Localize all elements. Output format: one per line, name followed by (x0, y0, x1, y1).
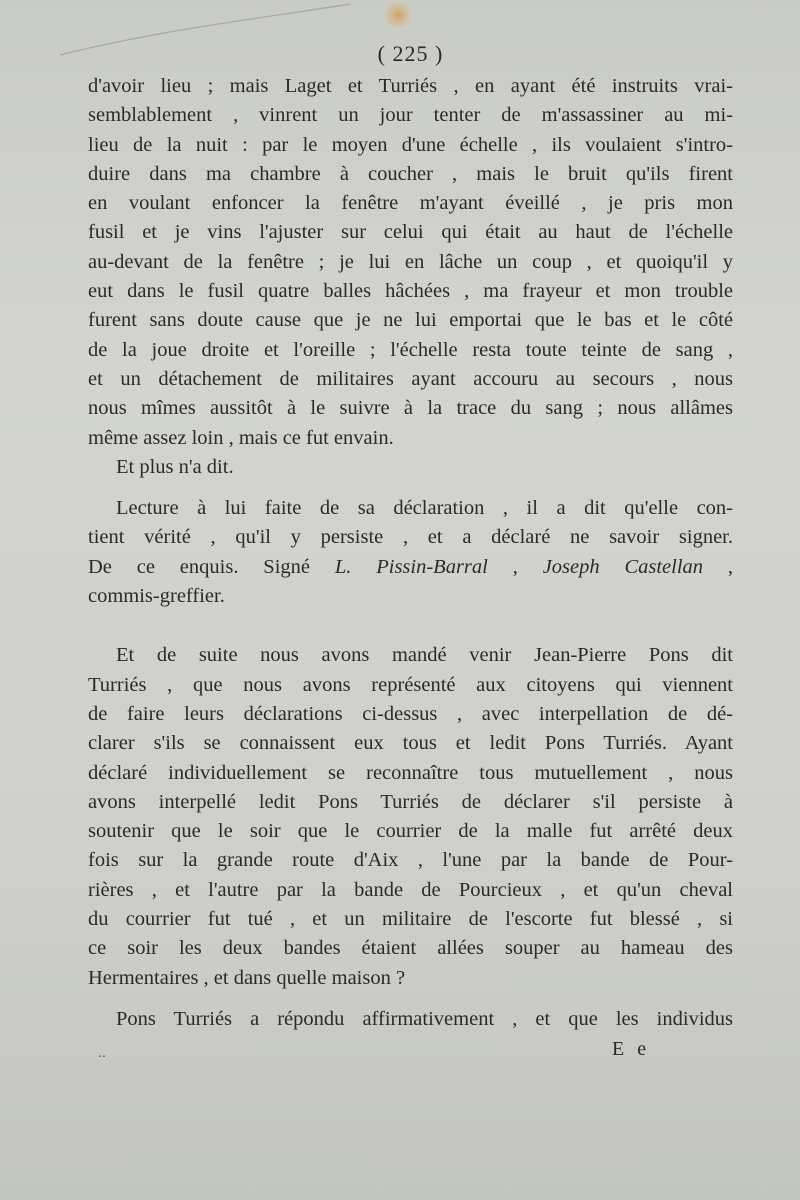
signature-pissin-barral: L. Pissin-Barral (334, 555, 488, 578)
text-line: fois sur la grande route d'Aix , l'une par la bande de Pour- (88, 849, 733, 872)
signature-separator: , (487, 555, 543, 578)
text-line: Hermentaires , et dans quelle maison ? (88, 966, 406, 989)
text-line: commis-greffier. (88, 585, 225, 608)
paragraph-response (88, 1005, 733, 1034)
text-line: soutenir que le soir que le courrier de la malle fut arrêté deux (88, 820, 733, 843)
text-line: lieu de la nuit : par le moyen d'une échelle , ils voulaient s'intro- (88, 133, 733, 156)
ink-stain (384, 2, 412, 28)
page-number: ( 225 ) (377, 41, 444, 66)
signature-end: , (703, 555, 734, 578)
text-line: Pons Turriés a répondu affirmativement , et que les individus (116, 1007, 733, 1030)
text-line: Et plus n'a dit. (116, 455, 234, 478)
text-line: de faire leurs déclarations ci-dessus , avec interpellation de dé- (88, 702, 733, 725)
text-line: fusil et je vins l'ajuster sur celui qui était au haut de l'échelle (88, 221, 733, 244)
text-line: ce soir les deux bandes étaient allées souper au hameau des (88, 937, 733, 960)
text-line: même assez loin , mais ce fut envain. (88, 426, 394, 449)
signature-prefix: De ce enquis. Signé (88, 555, 310, 578)
text-line: clarer s'ils se connaissent eux tous et ledit Pons Turriés. Ayant (88, 732, 733, 755)
signature-line (88, 553, 733, 582)
text-line: eut dans le fusil quatre balles hâchées , ma frayeur et mon trouble (88, 280, 733, 303)
paragraph-reading (88, 494, 733, 611)
text-line: rières , et l'autre par la bande de Pourcieux , et qu'un cheval (88, 878, 733, 901)
paragraph-closing (88, 453, 733, 482)
text-line: duire dans ma chambre à coucher , mais le bruit qu'ils firent (88, 162, 733, 185)
text-line: tient vérité , qu'il y persiste , et a déclaré ne savoir signer. (88, 526, 733, 549)
text-line: de la joue droite et l'oreille ; l'échelle resta toute teinte de sang , (88, 338, 733, 361)
text-line: et un détachement de militaires ayant accouru au secours , nous (88, 367, 733, 390)
text-line: nous mîmes aussitôt à le suivre à la trace du sang ; nous allâmes (88, 397, 733, 420)
text-line: avons interpellé ledit Pons Turriés de déclarer s'il persiste à (88, 790, 733, 813)
page-text (88, 38, 733, 1034)
text-line: d'avoir lieu ; mais Laget et Turriés , en ayant été instruits vrai- (88, 75, 733, 97)
text-line: furent sans doute cause que je ne lui emportai que le bas et le côté (88, 309, 733, 332)
paragraph-interpellation (88, 641, 733, 993)
text-line: déclaré individuellement se reconnaître tous mutuellement , nous (88, 761, 733, 784)
text-line: Lecture à lui faite de sa déclaration , il a dit qu'elle con- (116, 497, 733, 520)
paragraph-testimony (88, 72, 733, 453)
text-line: Et de suite nous avons mandé venir Jean-Pierre Pons dit (116, 644, 733, 667)
text-line: Turriés , que nous avons représenté aux citoyens qui viennent (88, 673, 733, 696)
signature-castellan: Joseph Castellan (542, 555, 704, 578)
catchword: E e (612, 1038, 651, 1060)
text-line: semblablement , vinrent un jour tenter de m'assassiner au mi- (88, 104, 733, 127)
text-line: du courrier fut tué , et un militaire de l'escorte fut blessé , si (88, 908, 733, 931)
footer-mark: ‥ (98, 1046, 107, 1060)
text-line: au-devant de la fenêtre ; je lui en lâche un coup , et quoiqu'il y (88, 250, 733, 273)
text-line: en voulant enfoncer la fenêtre m'ayant éveillé , je pris mon (88, 192, 733, 215)
